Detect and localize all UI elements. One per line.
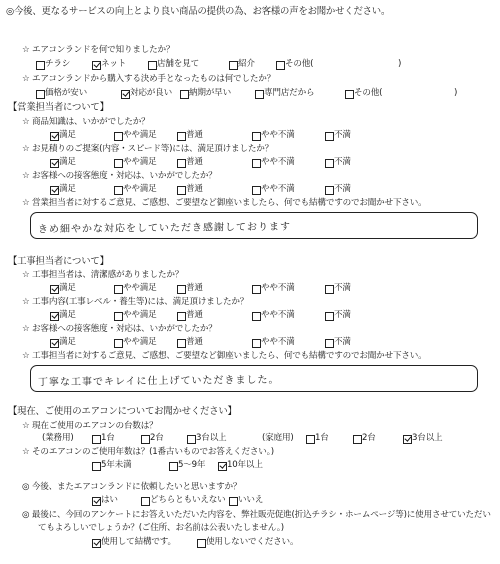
scale-label: やや満足 xyxy=(123,157,157,167)
aircon-q-count: ☆ 現在ご使用のエアコンの台数は？ xyxy=(22,421,158,431)
checkbox-home-3plus[interactable] xyxy=(403,435,412,444)
checkbox-business-2[interactable] xyxy=(141,435,150,444)
sales-section-title: 【営業担当者について】 xyxy=(8,102,109,113)
opt-other: その他( xyxy=(285,59,314,69)
count-label: 3台以上 xyxy=(412,433,443,443)
survey-header: ◎今後、更なるサービスの向上とより良い商品の提供の為、お客様の声をお聞かせください。 xyxy=(6,6,391,17)
q-deciding-factor: ☆ エアコンランドから購入する決め手となったものは何でしたか？ xyxy=(22,74,276,84)
construction-q-comments: ☆ 工事担当者に対するご意見、ご感想、ご要望など御座いましたら、何でも結構ですのでお聞かせ下さい。 xyxy=(22,351,427,361)
opt-specialist: 専門店だから xyxy=(264,88,315,98)
scale-label: 満足 xyxy=(59,283,76,293)
scale-label: やや不満 xyxy=(261,310,295,320)
opt-net: ネット xyxy=(101,59,127,69)
age-label: 5～9年 xyxy=(178,460,206,470)
count-label: 1台 xyxy=(101,433,115,443)
checkbox-con-attitude-somewhat-dis[interactable] xyxy=(252,339,261,348)
opt-cheap: 価格が安い xyxy=(45,88,87,98)
checkbox-sales-estimate-somewhat-dis[interactable] xyxy=(252,159,261,168)
checkbox-consent-yes[interactable] xyxy=(92,539,101,548)
checkbox-con-attitude-satisfied[interactable] xyxy=(50,339,59,348)
scale-label: 不満 xyxy=(334,283,351,293)
checkbox-sales-knowledge-somewhat[interactable] xyxy=(114,132,123,141)
again-label: どちらともいえない xyxy=(150,495,226,505)
checkbox-business-1[interactable] xyxy=(92,435,101,444)
checkbox-con-attitude-dissatisfied[interactable] xyxy=(325,339,334,348)
scale-label: 不満 xyxy=(334,337,351,347)
checkbox-sales-attitude-somewhat[interactable] xyxy=(114,186,123,195)
checkbox-sales-knowledge-somewhat-dis[interactable] xyxy=(252,132,261,141)
again-label: いいえ xyxy=(238,495,264,505)
checkbox-other[interactable] xyxy=(276,61,285,70)
checkbox-sales-estimate-somewhat[interactable] xyxy=(114,159,123,168)
scale-label: やや満足 xyxy=(123,184,157,194)
scale-label: やや不満 xyxy=(261,130,295,140)
consent-question-line2: てもよろしいでしょうか？(ご住所、お名前は公表いたしません。) xyxy=(38,523,284,533)
scale-label: やや満足 xyxy=(123,130,157,140)
checkbox-cheap[interactable] xyxy=(36,90,45,99)
business-label: (業務用) xyxy=(42,433,74,443)
checkbox-con-attitude-somewhat[interactable] xyxy=(114,339,123,348)
count-label: 3台以上 xyxy=(196,433,227,443)
scale-label: 普通 xyxy=(186,130,203,140)
checkbox-sales-estimate-neutral[interactable] xyxy=(177,159,186,168)
sales-q-estimate: ☆ お見積りのご提案(内容・スピード等)には、満足頂けましたか？ xyxy=(22,144,274,154)
checkbox-con-quality-satisfied[interactable] xyxy=(50,312,59,321)
checkbox-specialist[interactable] xyxy=(255,90,264,99)
checkbox-con-quality-somewhat-dis[interactable] xyxy=(252,312,261,321)
scale-label: 不満 xyxy=(334,157,351,167)
checkbox-flyer[interactable] xyxy=(36,61,45,70)
scale-label: やや満足 xyxy=(123,310,157,320)
checkbox-again-neutral[interactable] xyxy=(141,497,150,506)
checkbox-referral[interactable] xyxy=(229,61,238,70)
checkbox-con-quality-neutral[interactable] xyxy=(177,312,186,321)
construction-q-attitude: ☆ お客様への接客態度・対応は、いかがでしたか？ xyxy=(22,324,217,334)
checkbox-age-5to9[interactable] xyxy=(169,462,178,471)
opt-store: 店舗を見て xyxy=(157,59,199,69)
checkbox-consent-no[interactable] xyxy=(197,539,206,548)
consent-no-label: 使用しないでください。 xyxy=(206,537,299,547)
checkbox-sales-attitude-somewhat-dis[interactable] xyxy=(252,186,261,195)
age-label: 10年以上 xyxy=(227,460,263,470)
opt-referral: 紹介 xyxy=(238,59,255,69)
checkbox-good-service[interactable] xyxy=(121,90,130,99)
scale-label: 普通 xyxy=(186,184,203,194)
opt-other-2-close: ) xyxy=(454,88,458,98)
checkbox-home-2[interactable] xyxy=(353,435,362,444)
scale-label: 満足 xyxy=(59,337,76,347)
checkbox-sales-knowledge-neutral[interactable] xyxy=(177,132,186,141)
checkbox-sales-attitude-dissatisfied[interactable] xyxy=(325,186,334,195)
checkbox-fast-delivery[interactable] xyxy=(180,90,189,99)
scale-label: 普通 xyxy=(186,283,203,293)
checkbox-again-yes[interactable] xyxy=(92,497,101,506)
checkbox-con-attitude-neutral[interactable] xyxy=(177,339,186,348)
aircon-q-age: ☆ そのエアコンのご使用年数は？(1番古いものでお答えください。) xyxy=(22,447,274,457)
consent-yes-label: 使用して結構です。 xyxy=(101,537,176,547)
sales-q-attitude: ☆ お客様への接客態度・対応は、いかがでしたか？ xyxy=(22,171,217,181)
sales-comment-text: きめ細やかな対応をしていただき感謝しております xyxy=(37,221,292,236)
scale-label: やや不満 xyxy=(261,337,295,347)
aircon-section-title: 【現在、ご使用のエアコンについてお聞かせください】 xyxy=(8,406,237,417)
scale-label: やや満足 xyxy=(123,283,157,293)
construction-section-title: 【工事担当者について】 xyxy=(8,256,109,267)
checkbox-con-clean-somewhat-dis[interactable] xyxy=(252,285,261,294)
checkbox-con-clean-satisfied[interactable] xyxy=(50,285,59,294)
scale-label: やや満足 xyxy=(123,337,157,347)
checkbox-other-2[interactable] xyxy=(345,90,354,99)
checkbox-age-under5[interactable] xyxy=(92,462,101,471)
checkbox-sales-estimate-satisfied[interactable] xyxy=(50,159,59,168)
scale-label: 不満 xyxy=(334,310,351,320)
scale-label: 満足 xyxy=(59,157,76,167)
checkbox-store[interactable] xyxy=(148,61,157,70)
checkbox-sales-attitude-satisfied[interactable] xyxy=(50,186,59,195)
checkbox-con-clean-somewhat[interactable] xyxy=(114,285,123,294)
checkbox-net[interactable] xyxy=(92,61,101,70)
opt-other-2: その他( xyxy=(354,88,383,98)
scale-label: 満足 xyxy=(59,310,76,320)
again-label: はい xyxy=(101,495,118,505)
checkbox-con-quality-somewhat[interactable] xyxy=(114,312,123,321)
opt-other-close: ) xyxy=(398,59,402,69)
q-how-known: ☆ エアコンランドを何で知りましたか？ xyxy=(22,45,175,55)
scale-label: 満足 xyxy=(59,184,76,194)
construction-q-clean: ☆ 工事担当者は、清潔感がありましたか？ xyxy=(22,270,184,280)
scale-label: やや不満 xyxy=(261,157,295,167)
scale-label: 普通 xyxy=(186,157,203,167)
opt-fast-delivery: 納期が早い xyxy=(189,88,231,98)
checkbox-again-no[interactable] xyxy=(229,497,238,506)
checkbox-sales-attitude-neutral[interactable] xyxy=(177,186,186,195)
scale-label: 普通 xyxy=(186,310,203,320)
checkbox-con-clean-neutral[interactable] xyxy=(177,285,186,294)
checkbox-con-quality-dissatisfied[interactable] xyxy=(325,312,334,321)
checkbox-con-clean-dissatisfied[interactable] xyxy=(325,285,334,294)
checkbox-sales-knowledge-satisfied[interactable] xyxy=(50,132,59,141)
again-question: ◎ 今後、またエアコンランドに依頼したいと思いますか？ xyxy=(22,482,242,492)
construction-q-quality: ☆ 工事内容(工事レベル・養生等)には、満足頂けましたか？ xyxy=(22,297,249,307)
checkbox-home-1[interactable] xyxy=(306,435,315,444)
opt-good-service: 対応が良い xyxy=(130,88,172,98)
checkbox-sales-knowledge-dissatisfied[interactable] xyxy=(325,132,334,141)
scale-label: 不満 xyxy=(334,130,351,140)
sales-q-comments: ☆ 営業担当者に対するご意見、ご感想、ご要望など御座いましたら、何でも結構ですのでお聞かせ下さい。 xyxy=(22,198,427,208)
checkbox-age-10plus[interactable] xyxy=(218,462,227,471)
scale-label: 普通 xyxy=(186,337,203,347)
checkbox-business-3plus[interactable] xyxy=(187,435,196,444)
scale-label: 不満 xyxy=(334,184,351,194)
checkbox-sales-estimate-dissatisfied[interactable] xyxy=(325,159,334,168)
age-label: 5年未満 xyxy=(101,460,132,470)
opt-flyer: チラシ xyxy=(45,59,71,69)
home-label: (家庭用) xyxy=(262,433,294,443)
consent-question-line1: ◎ 最後に、今回のアンケートにお答えいただいた内容を、弊社販売促進(折込チラシ・ホームページ等)に使用させていただい xyxy=(22,510,491,520)
construction-comment-text: 丁寧な工事でキレイに仕上げていただきました。 xyxy=(37,374,280,389)
count-label: 2台 xyxy=(362,433,376,443)
count-label: 2台 xyxy=(150,433,164,443)
count-label: 1台 xyxy=(315,433,329,443)
sales-q-knowledge: ☆ 商品知識は、いかがでしたか？ xyxy=(22,117,150,127)
scale-label: やや不満 xyxy=(261,184,295,194)
scale-label: やや不満 xyxy=(261,283,295,293)
scale-label: 満足 xyxy=(59,130,76,140)
